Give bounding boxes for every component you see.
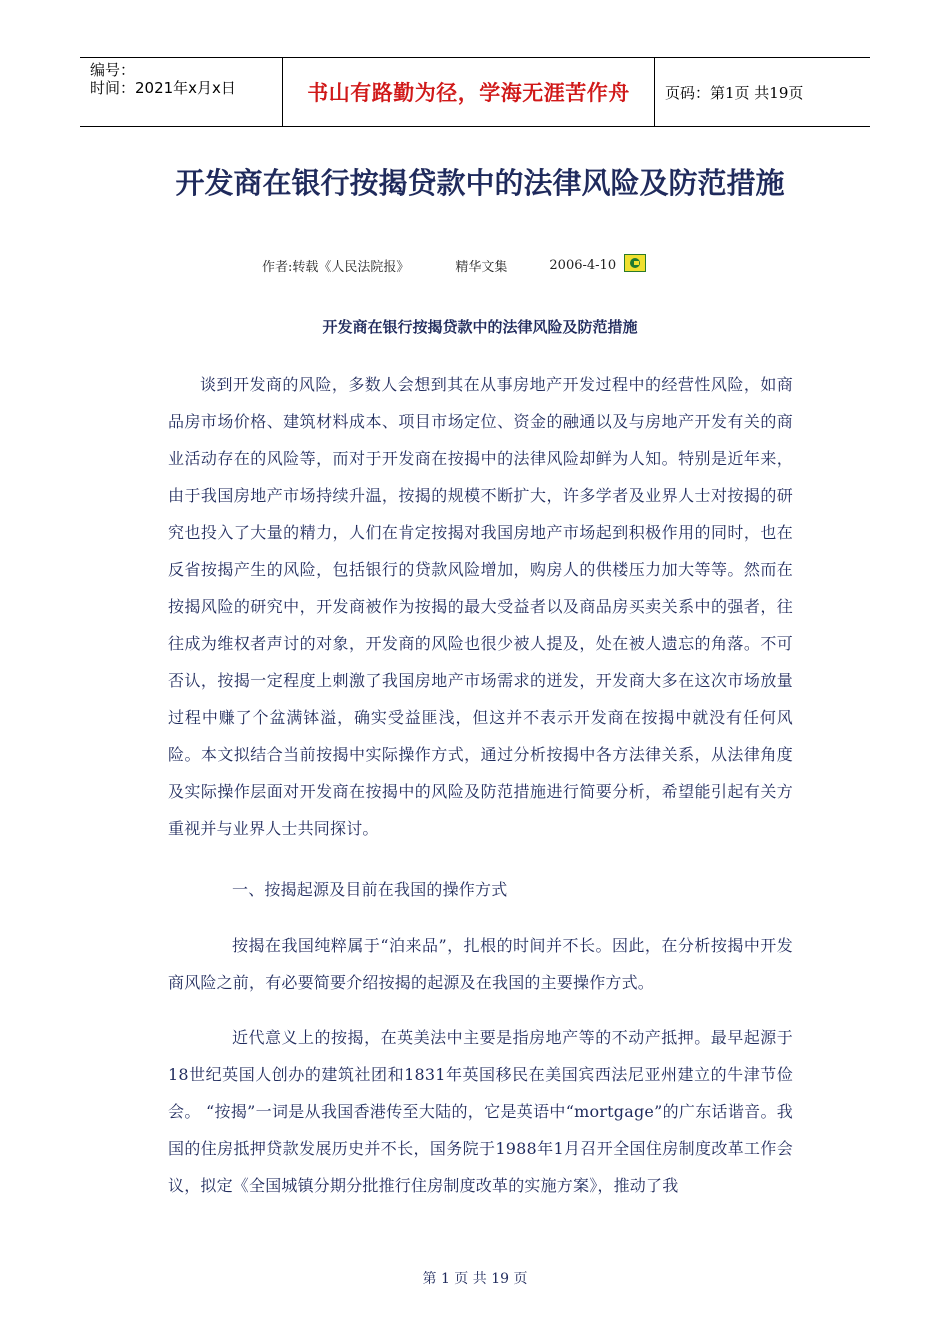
code-label: 编号： — [90, 61, 136, 79]
paragraph-intro: 谈到开发商的风险，多数人会想到其在从事房地产开发过程中的经营性风险，如商品房市场价格、建筑材料成本、项目市场定位、资金的融通以及与房地产开发有关的商业活动存在的风险等，而对于开发商在按揭中的法律风险却鲜为人知。特别是近年来，由于我国房地产市场持续升温，按揭的规模不断扩大，许多学者及业界人士对按揭的研究也投入了大量的精力，人们在肯定按揭对我国房地产市场起到积极作用的同时，也在反省按揭产生的风险，包括银行的贷款风险增加，购房人的供楼压力加大等等。然而在按揭风险的研究中，开发商被作为按揭的最大受益者以及商品房买卖关系中的强者，往往成为维权者声讨的对象，开发商的风险也很少被人提及，处在被人遗忘的角落。不可否认，按揭一定程度上刺激了我国房地产市场需求的迸发，开发商大多在这次市场放量过程中赚了个盆满钵溢，确实受益匪浅，但这并不表示开发商在按揭中就没有任何风险。本文拟结合当前按揭中实际操作方式，通过分析按揭中各方法律关系，从法律角度及实际操作层面对开发商在按揭中的风险及防范措施进行简要分析，希望能引起有关方重视并与业界人士共同探讨。 — [168, 375, 793, 838]
paragraph-history: 近代意义上的按揭，在英美法中主要是指房地产等的不动产抵押。最早起源于18世纪英国人创办的建筑社团和1831年英国移民在美国宾西法尼亚州建立的牛津节俭会。 “按揭”一词是从我国香港传至大陆的，它是英语中“mortgage”的广东话谐音。我国的住房抵押贷款发展历史并不长，国务院于1988年1月召开全国住房制度改革工作会议，拟定《全国城镇分期分批推行住房制度改革的实施方案》，推动了我 — [168, 1028, 793, 1195]
header-page-cell — [655, 58, 870, 126]
article-meta — [262, 256, 646, 275]
article-title: 开发商在银行按揭贷款中的法律风险及防范措施 — [175, 166, 785, 200]
header-info-cell — [80, 58, 282, 126]
header-motto-cell — [282, 58, 655, 126]
time-label: 时间：2021年x月x日 — [90, 79, 236, 97]
category-text: 精华文集 — [455, 260, 508, 275]
document-icon[interactable] — [624, 254, 646, 272]
page-footer: 第 1 页 共 19 页 — [422, 1271, 528, 1287]
paragraph-origin: 按揭在我国纯粹属于“泊来品”，扎根的时间并不长。因此，在分析按揭中开发商风险之前，有必要简要介绍按揭的起源及在我国的主要操作方式。 — [168, 936, 793, 992]
header-table — [80, 57, 870, 127]
author-text: 作者:转载《人民法院报》 — [262, 260, 410, 275]
date-text: 2006-4-10 — [549, 258, 617, 273]
article-subtitle: 开发商在银行按揭贷款中的法律风险及防范措施 — [322, 318, 638, 336]
motto-text: 书山有路勤为径，学海无涯苦作舟 — [307, 81, 630, 105]
section-heading: 一、按揭起源及目前在我国的操作方式 — [232, 880, 508, 899]
page-label: 页码：第1页 共19页 — [665, 83, 804, 102]
